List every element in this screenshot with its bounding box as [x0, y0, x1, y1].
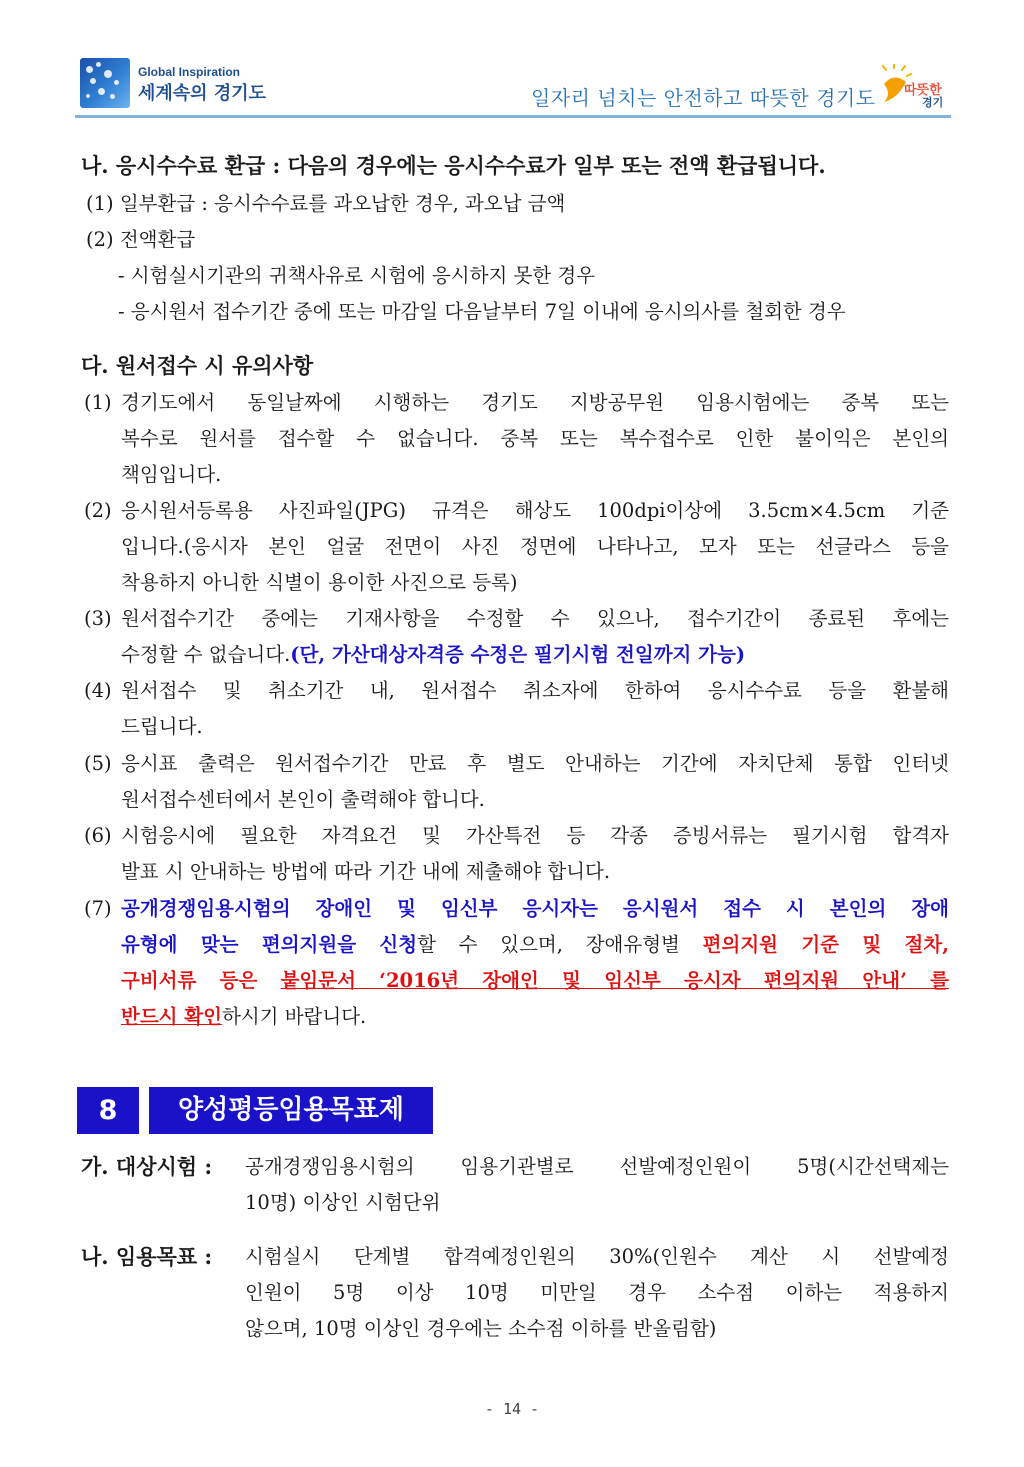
notes-heading: 다. 원서접수 시 유의사항 — [81, 353, 314, 378]
note-2-line-2: 입니다.(응시자 본인 얼굴 전면이 사진 정면에 나타나고, 모자 또는 선글라스 등을 — [121, 535, 949, 558]
refund-full-case-2: - 응시원서 접수기간 중에 또는 마감일 다음날부터 7일 이내에 응시의사를 철회한 경우 — [118, 300, 846, 323]
note-1-line-1: 경기도에서 동일날짜에 시행하는 경기도 지방공무원 임용시험에는 중복 또는 — [121, 391, 949, 414]
hiring-goal-line-2: 인원이 5명 이상 10명 미만일 경우 소수점 이하는 적용하지 — [245, 1281, 949, 1304]
brand-korean: 세계속의 경기도 — [138, 83, 266, 104]
note-5-line-2: 원서접수센터에서 본인이 출력해야 합니다. — [121, 788, 485, 811]
page-header — [0, 0, 1024, 120]
note-2 — [121, 493, 949, 601]
note-2-number: (2) — [84, 499, 112, 522]
note-5 — [121, 746, 949, 818]
refund-heading: 나. 응시수수료 환급 : 다음의 경우에는 응시수수료가 일부 또는 전액 환급됩니다. — [81, 153, 826, 178]
hiring-goal-line-1: 시험실시 단계별 합격예정인원의 30%(인원수 계산 시 선발예정 — [245, 1245, 949, 1268]
section-number-badge: 8 — [77, 1087, 139, 1134]
hiring-goal-line-3: 않으며, 10명 이상인 경우에는 소수점 이하를 반올림함) — [245, 1317, 717, 1340]
svg-text:경기: 경기 — [922, 96, 944, 109]
note-3 — [121, 601, 949, 673]
note-6-line-1: 시험응시에 필요한 자격요건 및 가산특전 등 각종 증빙서류는 필기시험 합격자 — [121, 824, 949, 847]
note-7-number: (7) — [84, 897, 112, 920]
note-7-line-1: 공개경쟁임용시험의 장애인 및 임신부 응시자는 응시원서 접수 시 본인의 장애 — [121, 897, 949, 920]
note-7-line-2 — [121, 927, 949, 963]
note-4-number: (4) — [84, 679, 112, 702]
note-3-line-2-text: 수정할 수 없습니다. — [121, 643, 291, 666]
note-7-line-4-text: 하시기 바랍니다. — [221, 1005, 367, 1028]
refund-item-full: (2) 전액환급 — [86, 228, 196, 251]
note-2-line-1: 응시원서등록용 사진파일(JPG) 규격은 해상도 100dpi이상에 3.5cm×4.5cm 기준 — [121, 499, 949, 522]
svg-text:따뜻한: 따뜻한 — [904, 83, 942, 98]
note-4 — [121, 673, 949, 745]
refund-item-partial: (1) 일부환급 : 응시수수료를 과오납한 경우, 과오납 금액 — [86, 192, 566, 215]
note-6-line-2: 발표 시 안내하는 방법에 따라 기간 내에 제출해야 합니다. — [121, 860, 611, 883]
hiring-goal-text — [245, 1239, 949, 1347]
gyeonggi-globe-logo-icon — [80, 58, 130, 108]
note-6-number: (6) — [84, 824, 112, 847]
note-7-accommodation-request: 유형에 맞는 편의지원을 신청 — [121, 933, 418, 956]
note-3-number: (3) — [84, 607, 112, 630]
note-5-number: (5) — [84, 752, 112, 775]
warm-gyeonggi-logo-icon — [878, 64, 950, 110]
note-5-line-1: 응시표 출력은 원서접수기간 만료 후 별도 안내하는 기간에 자치단체 통합 인터넷 — [121, 752, 949, 775]
note-6 — [121, 818, 949, 890]
refund-full-case-1: - 시험실시기관의 귀책사유로 시험에 응시하지 못한 경우 — [118, 264, 596, 287]
page-number: - 14 - — [484, 1400, 540, 1418]
note-7-line-2-text: 할 수 있으며, 장애유형별 — [417, 933, 703, 956]
note-7 — [121, 891, 949, 1035]
note-4-line-2: 드립니다. — [121, 715, 203, 738]
header-divider — [75, 115, 951, 118]
note-7-attachment-reference: 붙임문서 ‘2016년 장애인 및 임신부 응시자 편의지원 안내’ 를 — [280, 969, 949, 992]
note-7-line-3 — [121, 963, 949, 999]
note-2-line-3: 착용하지 아니한 식별이 용이한 사진으로 등록) — [121, 571, 518, 594]
note-3-highlight: (단, 가산대상자격증 수정은 필기시험 전일까지 가능) — [290, 643, 746, 666]
note-3-line-2 — [121, 637, 949, 673]
header-slogan: 일자리 넘치는 안전하고 따뜻한 경기도 — [531, 86, 876, 110]
note-3-line-1: 원서접수기간 중에는 기재사항을 수정할 수 있으나, 접수기간이 종료된 후에는 — [121, 607, 949, 630]
hiring-goal-label: 나. 임용목표 : — [81, 1244, 213, 1269]
note-1-number: (1) — [84, 391, 112, 414]
note-7-must-check: 반드시 확인 — [121, 1005, 222, 1028]
target-exam-text — [245, 1149, 949, 1221]
note-4-line-1: 원서접수 및 취소기간 내, 원서접수 취소자에 한하여 응시수수료 등을 환불해 — [121, 679, 949, 702]
target-exam-label: 가. 대상시험 : — [81, 1154, 213, 1179]
note-1-line-3: 책임입니다. — [121, 463, 222, 486]
note-7-line-4 — [121, 999, 949, 1035]
target-exam-line-1: 공개경쟁임용시험의 임용기관별로 선발예정인원이 5명(시간선택제는 — [245, 1155, 949, 1178]
note-1-line-2: 복수로 원서를 접수할 수 없습니다. 중복 또는 복수접수로 인한 불이익은 본인의 — [121, 427, 949, 450]
brand-english: Global Inspiration — [138, 65, 241, 79]
section-title: 양성평등임용목표제 — [149, 1087, 433, 1134]
target-exam-line-2: 10명) 이상인 시험단위 — [245, 1191, 441, 1214]
note-1 — [121, 385, 949, 493]
note-7-documents: 구비서류 등은 — [121, 969, 281, 992]
note-7-criteria: 편의지원 기준 및 절차, — [702, 933, 949, 956]
